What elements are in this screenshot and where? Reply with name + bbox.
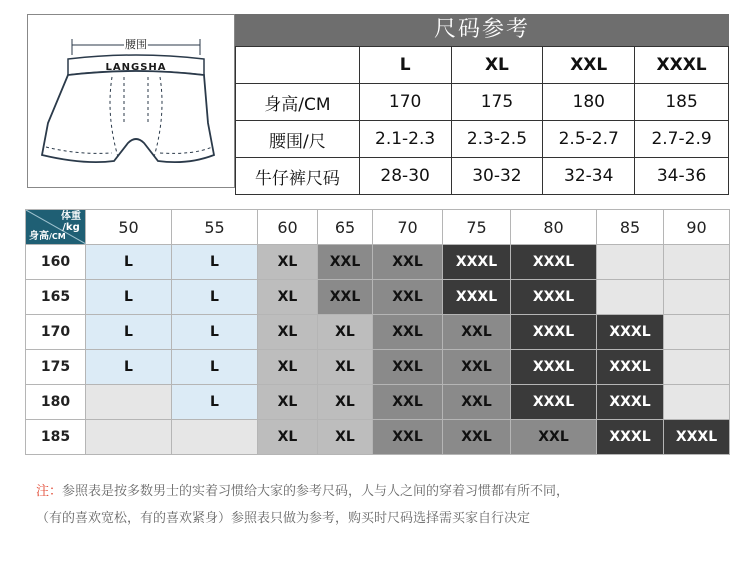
size-column-header: L — [359, 47, 451, 84]
size-cell: L — [172, 315, 258, 350]
weight-axis-label: 体重 /kg — [61, 211, 81, 233]
weight-header-row — [26, 210, 730, 245]
empty-cell — [664, 315, 730, 350]
size-reference-cell: 2.7-2.9 — [635, 121, 729, 158]
size-reference-row — [236, 121, 729, 158]
size-cell: XXL — [373, 385, 443, 420]
height-header: 175 — [26, 350, 86, 385]
size-cell: XXXL — [443, 245, 511, 280]
empty-cell — [86, 420, 172, 455]
height-axis-label: 身高/CM — [29, 231, 66, 242]
size-cell: XXL — [443, 385, 511, 420]
empty-cell — [86, 385, 172, 420]
size-cell: L — [172, 350, 258, 385]
height-header: 165 — [26, 280, 86, 315]
size-reference-row — [236, 158, 729, 195]
weight-header: 70 — [373, 210, 443, 245]
note-line-2: （有的喜欢宽松，有的喜欢紧身）参照表只做为参考，购买时尺码选择需买家自行决定 — [36, 511, 531, 526]
size-grid-row — [26, 420, 730, 455]
size-reference-grid — [235, 46, 729, 195]
height-weight-size-grid — [25, 209, 730, 455]
size-reference-cell: 30-32 — [451, 158, 543, 195]
size-cell: XXL — [443, 315, 511, 350]
weight-header: 50 — [86, 210, 172, 245]
weight-header: 90 — [664, 210, 730, 245]
size-cell: XXXL — [597, 420, 664, 455]
row-label: 身高/CM — [236, 84, 360, 121]
size-reference-cell: 28-30 — [359, 158, 451, 195]
size-cell: XXL — [443, 350, 511, 385]
size-reference-cell: 34-36 — [635, 158, 729, 195]
size-column-header: XXXL — [635, 47, 729, 84]
size-reference-table — [235, 14, 729, 188]
size-cell: XL — [318, 385, 373, 420]
size-cell: XXXL — [511, 385, 597, 420]
row-label: 腰围/尺 — [236, 121, 360, 158]
size-cell: XXXL — [597, 385, 664, 420]
note-lead: 注： — [36, 484, 63, 499]
height-header: 185 — [26, 420, 86, 455]
size-cell: XL — [258, 280, 318, 315]
size-grid-row — [26, 315, 730, 350]
size-cell: L — [172, 280, 258, 315]
size-cell: XXXL — [443, 280, 511, 315]
size-cell: L — [172, 245, 258, 280]
size-reference-title: 尺码参考 — [235, 14, 729, 46]
size-cell: L — [172, 385, 258, 420]
size-reference-cell: 32-34 — [543, 158, 635, 195]
empty-cell — [664, 245, 730, 280]
size-cell: XXXL — [664, 420, 730, 455]
size-reference-corner — [236, 47, 360, 84]
size-reference-cell: 185 — [635, 84, 729, 121]
size-cell: XL — [318, 315, 373, 350]
weight-header: 65 — [318, 210, 373, 245]
size-cell: XL — [258, 245, 318, 280]
size-grid-row — [26, 350, 730, 385]
empty-cell — [597, 245, 664, 280]
weight-header: 75 — [443, 210, 511, 245]
size-reference-cell: 2.3-2.5 — [451, 121, 543, 158]
size-column-header: XL — [451, 47, 543, 84]
weight-header: 85 — [597, 210, 664, 245]
weight-header: 55 — [172, 210, 258, 245]
empty-cell — [664, 280, 730, 315]
notes — [36, 478, 569, 532]
boxer-brief-drawing — [28, 15, 234, 187]
size-reference-cell: 175 — [451, 84, 543, 121]
size-cell: L — [86, 245, 172, 280]
size-cell: XXXL — [511, 350, 597, 385]
size-cell: XXL — [318, 245, 373, 280]
row-label: 牛仔裤尺码 — [236, 158, 360, 195]
size-cell: XXL — [373, 315, 443, 350]
size-reference-cell: 2.1-2.3 — [359, 121, 451, 158]
size-cell: XXXL — [597, 350, 664, 385]
underwear-illustration — [27, 14, 235, 188]
size-grid-row — [26, 245, 730, 280]
height-header: 170 — [26, 315, 86, 350]
size-cell: L — [86, 350, 172, 385]
size-reference-header-row — [236, 47, 729, 84]
empty-cell — [664, 350, 730, 385]
size-cell: XXXL — [511, 280, 597, 315]
weight-header: 60 — [258, 210, 318, 245]
size-cell: L — [86, 315, 172, 350]
size-cell: XL — [258, 420, 318, 455]
size-cell: XL — [318, 420, 373, 455]
size-cell: L — [86, 280, 172, 315]
size-cell: XL — [258, 315, 318, 350]
size-reference-cell: 2.5-2.7 — [543, 121, 635, 158]
size-cell: XXL — [373, 245, 443, 280]
note-line-1 — [36, 478, 569, 505]
size-cell: XXXL — [511, 245, 597, 280]
size-cell: XXL — [373, 280, 443, 315]
size-cell: XXL — [511, 420, 597, 455]
waist-label: 腰围 — [125, 38, 147, 51]
size-cell: XXL — [373, 420, 443, 455]
size-cell: XL — [318, 350, 373, 385]
size-cell: XXL — [443, 420, 511, 455]
empty-cell — [597, 280, 664, 315]
size-cell: XXXL — [511, 315, 597, 350]
size-reference-cell: 180 — [543, 84, 635, 121]
size-cell: XXXL — [597, 315, 664, 350]
height-header: 180 — [26, 385, 86, 420]
size-cell: XL — [258, 350, 318, 385]
weight-header: 80 — [511, 210, 597, 245]
size-column-header: XXL — [543, 47, 635, 84]
height-header: 160 — [26, 245, 86, 280]
size-reference-row — [236, 84, 729, 121]
size-cell: XL — [258, 385, 318, 420]
size-cell: XXL — [318, 280, 373, 315]
note-text-1: 参照表是按多数男士的实着习惯给大家的参考尺码，人与人之间的穿着习惯都有所不同， — [62, 484, 570, 499]
brand-label: LANGSHA — [105, 62, 167, 73]
size-grid-row — [26, 280, 730, 315]
size-grid-row — [26, 385, 730, 420]
size-cell: XXL — [373, 350, 443, 385]
grid-corner-label — [26, 210, 86, 245]
size-reference-cell: 170 — [359, 84, 451, 121]
empty-cell — [172, 420, 258, 455]
empty-cell — [664, 385, 730, 420]
